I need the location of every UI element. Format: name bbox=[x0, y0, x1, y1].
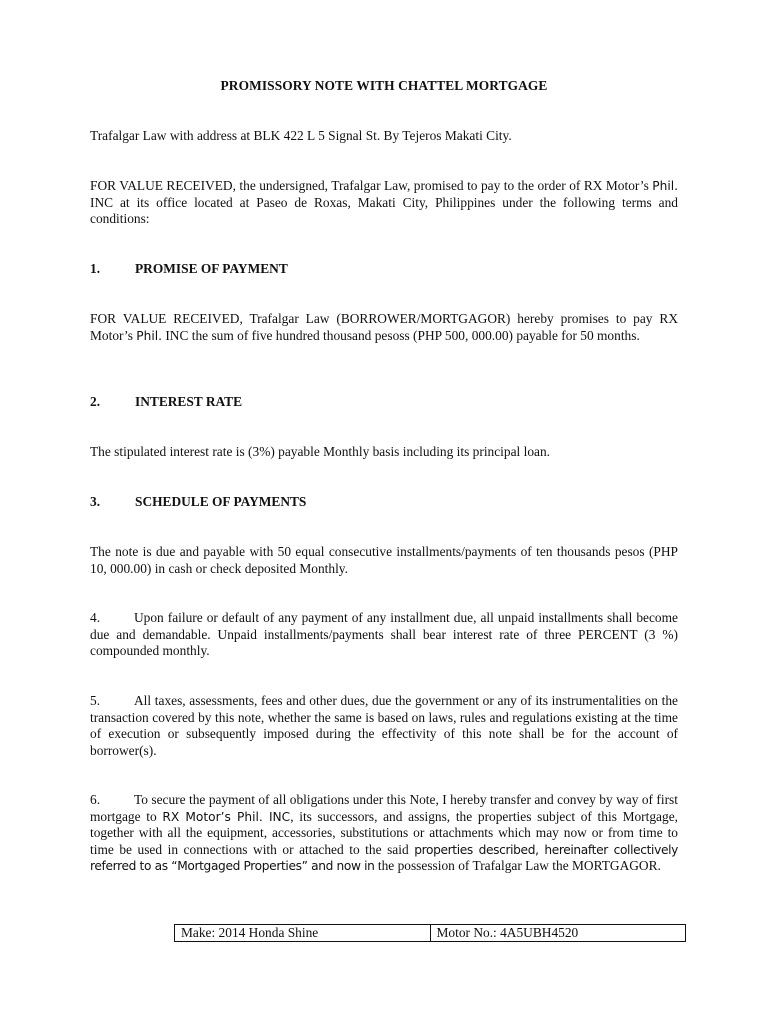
section-1-body bbox=[90, 311, 678, 344]
vehicle-make-cell: Make: 2014 Honda Shine bbox=[175, 925, 431, 942]
section-3-body: The note is due and payable with 50 equal consecutive installments/payments of ten thousands pesos (PHP 10, 000.00) in cash or check deposited Monthly. bbox=[90, 544, 678, 576]
clause-6-text-1: To secure the payment of all obligations under this Note, I hereby transfer and convey by way of first mortgage to bbox=[90, 792, 678, 824]
clause-6-text-5: the possession of Trafalgar Law the MORTGAGOR. bbox=[374, 858, 661, 874]
section-3-title: SCHEDULE OF PAYMENTS bbox=[135, 494, 307, 509]
clause-6-text-4: properties described, hereinafter collectively referred to as “Mortgaged Properties” and now in bbox=[90, 842, 679, 874]
section-1-text-3: INC the sum of five hundred thousand pesoss (PHP 500, 000.00) payable for 50 months. bbox=[162, 327, 640, 343]
clause-6-text-3: , its successors, and assigns, the properties subject of this Mortgage, together with all the equipment, accessories, substitutions or attachments which may now or from time to time be used in connections with or attached to the said bbox=[90, 808, 678, 857]
section-1-heading bbox=[90, 261, 678, 278]
table-row bbox=[175, 925, 686, 942]
section-3-heading bbox=[90, 494, 678, 511]
section-1-text-2: Phil. bbox=[136, 328, 162, 343]
intro-text-1: FOR VALUE RECEIVED, the undersigned, Trafalgar Law, promised to pay to the order of RX Motor’s bbox=[90, 178, 653, 193]
intro-paragraph bbox=[90, 178, 678, 228]
intro-text-2: Phil. bbox=[652, 179, 678, 193]
vehicle-table bbox=[174, 924, 686, 942]
clause-6-text-2: RX Motor’s Phil. INC bbox=[162, 809, 291, 824]
clause-6 bbox=[90, 792, 678, 875]
address-line: Trafalgar Law with address at BLK 422 L 5 Signal St. By Tejeros Makati City. bbox=[90, 128, 512, 143]
section-1-title: PROMISE OF PAYMENT bbox=[135, 261, 288, 276]
clause-4 bbox=[90, 610, 678, 660]
section-1-number: 1. bbox=[90, 261, 101, 276]
section-2-number: 2. bbox=[90, 394, 101, 409]
clause-4-number: 4. bbox=[90, 610, 101, 625]
section-2-body: The stipulated interest rate is (3%) payable Monthly basis including its principal loan. bbox=[90, 444, 551, 459]
intro-text-3: INC at its office located at Paseo de Roxas, Makati City, Philippines under the following terms and conditions: bbox=[90, 194, 678, 227]
clause-5-number: 5. bbox=[90, 693, 101, 708]
section-2-heading bbox=[90, 394, 678, 411]
clause-6-number: 6. bbox=[90, 792, 101, 807]
clause-4-text: Upon failure or default of any payment of any installment due, all unpaid installments shall become due and demandable. Unpaid installments/payments shall bear interest rate of three PERCENT (3 %) compounded monthly. bbox=[90, 610, 678, 659]
document-title: PROMISSORY NOTE WITH CHATTEL MORTGAGE bbox=[220, 78, 548, 93]
vehicle-motor-no-cell: Motor No.: 4A5UBH4520 bbox=[430, 925, 686, 942]
clause-5-text: All taxes, assessments, fees and other dues, due the government or any of its instrumentalities on the transaction covered by this note, whether the same is based on laws, rules and regulations existing at the time of execution or subsequently imposed during the effectivity of this note shall be for the account of borrower(s). bbox=[90, 693, 678, 758]
section-3-number: 3. bbox=[90, 494, 101, 509]
clause-5 bbox=[90, 693, 678, 759]
section-2-title: INTEREST RATE bbox=[135, 394, 243, 409]
section-1-text-1: FOR VALUE RECEIVED, Trafalgar Law (BORROWER/MORTGAGOR) hereby promises to pay RX Motor’s bbox=[90, 311, 678, 343]
